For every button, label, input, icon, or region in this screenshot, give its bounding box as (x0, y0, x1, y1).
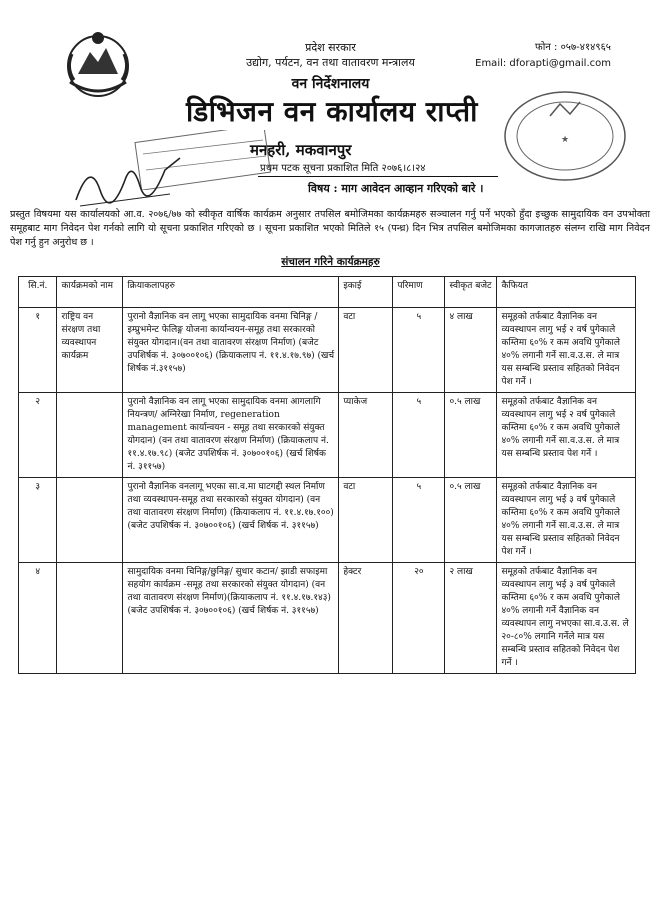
svg-text:★: ★ (560, 135, 570, 145)
directorate-title: वन निर्देशनालय (291, 76, 370, 92)
cell-remarks: समूहको तर्फबाट वैज्ञानिक वन व्यवस्थापन लागु भई ३ वर्ष पुगेकाले कम्तिमा ६०% र कम अवधि पुगेकाले ४०% लगानी गर्ने सा.व.उ.स. ले मात्र यस सम्बन्धि प्रस्ताव सहितको निवेदन पेश गर्ने । (497, 478, 636, 563)
office-title: डिभिजन वन कार्यालय राप्ती (186, 95, 478, 128)
cell-unit: वटा (339, 478, 393, 563)
cell-unit: हेक्टर (339, 563, 393, 674)
cell-program (57, 563, 123, 674)
cell-remarks: समूहको तर्फबाट वैज्ञानिक वन व्यवस्थापन लागु भई ३ वर्ष पुगेकाले कम्तिमा ६०% र कम अवधि पुगेकाले ४०% लगानी गर्ने वैज्ञानिक वन व्यवस्थापन लागु नभएका सा.व.उ.स. ले २०-८०% लगानि गर्नेले मात्र यस सम्बन्धि प्रस्ताव सहितको निवेदन पेश गर्ने । (497, 563, 636, 674)
header-activity: क्रियाकलापहरु (123, 277, 339, 308)
cell-unit: प्याकेज (339, 393, 393, 478)
ministry-title: उद्योग, पर्यटन, वन तथा वातावरण मन्त्रालय (246, 56, 415, 69)
table-header-row (19, 277, 636, 308)
cell-program (57, 478, 123, 563)
office-seal-stamp (500, 86, 630, 186)
cell-budget: २ लाख (445, 563, 497, 674)
cell-program (57, 393, 123, 478)
cell-budget: ४ लाख (445, 308, 497, 393)
cell-program: राष्ट्रिय वन संरक्षण तथा व्यवस्थापन कार्यक्रम (57, 308, 123, 393)
table-row (19, 393, 636, 478)
cell-qty: ५ (393, 308, 445, 393)
cell-activity: पुरानो वैज्ञानिक वन लागू भएका सामुदायिक वनमा आगलागि नियन्त्रण/ अग्निरेखा निर्माण, regeneration management कार्यान्वयन - समूह तथा सरकारको संयुक्त योगदान) (वन तथा वातावरण संरक्षण निर्माण) (क्रियाकलाप नं. ११.४.१७.९८) (बजेट उपशिर्षक नं. ३०७००१०६) (खर्च शिर्षक नं. ३११५७) (123, 393, 339, 478)
signature-scribble (70, 150, 190, 210)
cell-sn: ४ (19, 563, 57, 674)
header-qty: परिमाण (393, 277, 445, 308)
header-sn: सि.नं. (19, 277, 57, 308)
cell-activity: पुरानो वैज्ञानिक वनलागू भएका सा.व.मा घाटगद्दी स्थल निर्माण तथा व्यवस्थापन-समूह तथा सरकारको संयुक्त योगदान) (वन तथा वातावरण संरक्षण निर्माण) (क्रियाकलाप नं. ११.४.१७.१००) (बजेट उपशिर्षक नं. ३०७००१०६) (खर्च शिर्षक नं. ३११५७) (123, 478, 339, 563)
cell-qty: ५ (393, 478, 445, 563)
office-location: मनहरी, मकवानपुर (250, 141, 352, 159)
cell-remarks: समूहको तर्फबाट वैज्ञानिक वन व्यवस्थापन लागु भई २ वर्ष पुगेकाले कम्तिमा ६०% र कम अवधि पुगेकाले ४०% लगानी गर्ने सा.व.उ.स. ले मात्र यस सम्बन्धि प्रस्ताव सहितको निवेदन पेश गर्ने । (497, 308, 636, 393)
program-table (18, 276, 636, 674)
header-budget: स्वीकृत बजेट (445, 277, 497, 308)
cell-sn: १ (19, 308, 57, 393)
province-title: प्रदेश सरकार (305, 41, 356, 54)
contact-block (475, 40, 611, 72)
cell-budget: ०.५ लाख (445, 478, 497, 563)
table-title: संचालन गरिने कार्यक्रमहरु (281, 256, 380, 268)
header-program: कार्यक्रमको नाम (57, 277, 123, 308)
intro-paragraph: प्रस्तुत विषयमा यस कार्यालयको आ.व. २०७६/७७ को स्वीकृत वार्षिक कार्यक्रम अनुसार तपसिल बमोजिमका कार्यक्रमहरु सञ्चालन गर्नु पर्ने भएको हुँदा इच्छुक सामुदायिक वन उपभोक्ता समूहबाट माग निवेदन पेश गर्नको लागि यो सूचना प्रकाशित गरिएको छ । सूचना प्रकाशित भएको मितिले १५ (पन्ध्र) दिन भित्र तपसिल बमोजिमका कागजातहरु संलग्न राखि माग निवेदन पेश गर्नु हुन अनुरोध छ । (10, 209, 650, 248)
header-unit: इकाई (339, 277, 393, 308)
notice-subject: विषय : माग आवेदन आव्हान गरिएको बारे । (308, 182, 484, 195)
email-text: Email: dforapti@gmail.com (475, 58, 611, 69)
cell-sn: २ (19, 393, 57, 478)
cell-qty: २० (393, 563, 445, 674)
cell-qty: ५ (393, 393, 445, 478)
cell-unit: वटा (339, 308, 393, 393)
phone-text: फोन : ०५७-४१४९६५ (535, 42, 611, 53)
published-date: प्रथम पटक सूचना प्रकाशित मिति २०७६।८।२४ (260, 163, 426, 174)
cell-activity: पुरानो वैज्ञानिक वन लागू भएका सामुदायिक वनमा चिनिङ्ग / इम्प्रुभमेन्ट फेलिङ्ग योजना कार्यान्वयन-समूह तथा सरकारको संयुक्त योगदान।(वन तथा वातावरण संरक्षण निर्माण) (बजेट उपशिर्षक नं. ३०७००१०६) (क्रियाकलाप नं. ११.४.१७.९७) (खर्च शिर्षक नं.३११५७) (123, 308, 339, 393)
cell-budget: ०.५ लाख (445, 393, 497, 478)
divider-line (258, 176, 498, 177)
table-row (19, 563, 636, 674)
cell-sn: ३ (19, 478, 57, 563)
header-remarks: कैफियत (497, 277, 636, 308)
cell-remarks: समूहको तर्फबाट वैज्ञानिक वन व्यवस्थापन लागु भई २ वर्ष पुगेकाले कम्तिमा ६०% र कम अवधि पुगेकाले ४०% लगानी गर्ने सा.व.उ.स. ले मात्र यस सम्बन्धि प्रस्ताव पेश गर्ने । (497, 393, 636, 478)
table-row (19, 308, 636, 393)
cell-activity: सामुदायिक वनमा चिनिङ्ग/छुनिङ्ग/ सुधार कटान/ झाडी सफाइमा सहयोग कार्यक्रम -समूह तथा सरकारको संयुक्त योगदान) (वन तथा वातावरण संरक्षण निर्माण)(क्रियाकलाप नं. ११.४.१७.१४३) (बजेट उपशिर्षक नं. ३०७००१०६) (खर्च शिर्षक नं. ३११५७) (123, 563, 339, 674)
table-row (19, 478, 636, 563)
